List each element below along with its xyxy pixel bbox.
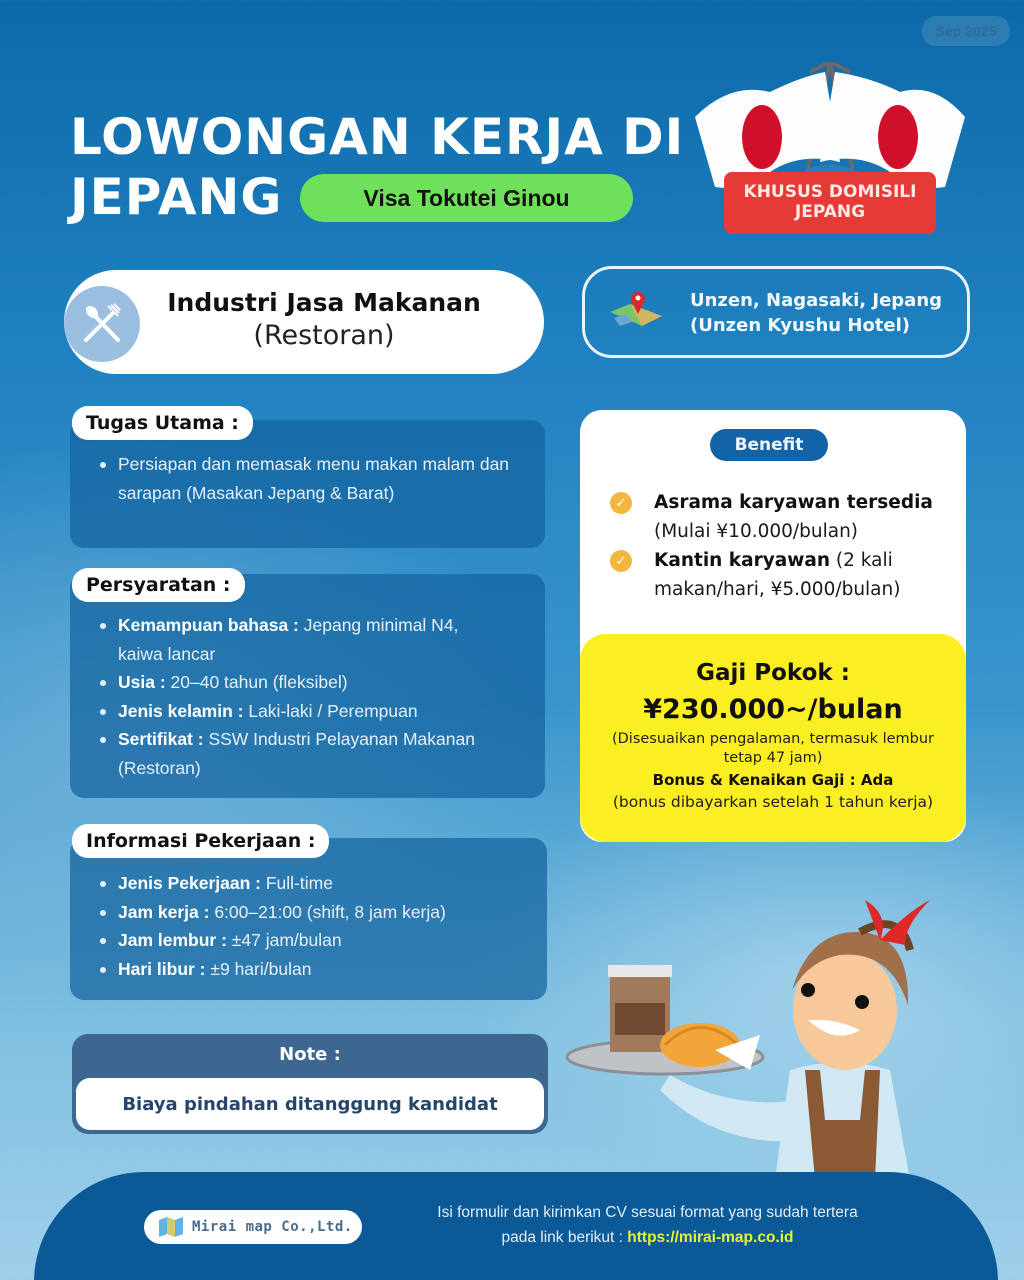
informasi-title: Informasi Pekerjaan :: [72, 824, 329, 858]
salary-amount: ¥230.000~/bulan: [643, 694, 903, 725]
persyaratan-title: Persyaratan :: [72, 568, 245, 602]
check-icon: ✓: [610, 550, 632, 572]
list-item: Persiapan dan memasak menu makan malam dan sarapan (Masakan Jepang & Barat): [96, 450, 526, 507]
salary-note: (Disesuaikan pengalaman, termasuk lembur tetap 47 jam): [611, 731, 935, 766]
domisili-line-2: JEPANG: [794, 202, 866, 222]
date-badge: Sep 2025: [922, 16, 1010, 46]
item-label: Sertifikat :: [118, 729, 204, 749]
list-item: [96, 926, 546, 955]
item-value: ±47 jam/bulan: [226, 930, 342, 950]
location-text: [690, 288, 942, 338]
fork-spoon-icon: [64, 286, 140, 362]
persyaratan-list: [96, 611, 536, 782]
item-label: Jam lembur :: [118, 930, 227, 950]
list-item: [96, 697, 536, 726]
benefit-item: [610, 488, 940, 546]
item-value: 20–40 tahun (fleksibel): [165, 672, 348, 692]
company-name: Mirai map Co.,Ltd.: [192, 1219, 353, 1235]
list-item: [96, 898, 546, 927]
company-logo[interactable]: [144, 1210, 362, 1244]
note-title: Note :: [279, 1044, 341, 1065]
salary-card: [580, 634, 966, 842]
list-item-continuation: (Restoran): [118, 757, 201, 778]
list-item: [96, 955, 546, 984]
item-label: Usia :: [118, 672, 166, 692]
benefit-label: Asrama karyawan tersedia: [654, 492, 933, 513]
visa-badge: Visa Tokutei Ginou: [300, 174, 633, 222]
industry-title: Industri Jasa Makanan: [167, 288, 481, 317]
list-item: [96, 725, 536, 754]
item-label: Jenis kelamin :: [118, 700, 244, 721]
list-item: [96, 869, 546, 898]
waitress-illustration-icon: [560, 870, 980, 1180]
item-value: ±9 hari/bulan: [205, 958, 312, 979]
note-text: Biaya pindahan ditanggung kandidat: [76, 1078, 544, 1130]
tugas-title: Tugas Utama :: [72, 406, 253, 440]
benefit-detail: (Mulai ¥10.000/bulan): [654, 521, 859, 542]
item-value: Laki-laki / Perempuan: [243, 700, 418, 721]
informasi-list: [96, 869, 546, 983]
footer-instruction: Isi formulir dan kirimkan CV sesuai format yang sudah tertera: [437, 1204, 858, 1221]
salary-label: Gaji Pokok :: [696, 660, 850, 686]
check-icon: ✓: [610, 492, 632, 514]
domisili-badge: [724, 172, 936, 234]
item-label: Jam kerja :: [118, 901, 210, 922]
industry-subtitle: (Restoran): [253, 320, 395, 351]
tugas-list: [96, 450, 526, 507]
page-title-line-1: LOWONGAN KERJA DI: [70, 108, 685, 166]
mirai-map-logo-icon: [158, 1216, 184, 1238]
item-label: Jenis Pekerjaan :: [118, 873, 261, 893]
website-link[interactable]: https://mirai-map.co.id: [627, 1229, 794, 1246]
salary-bonus: Bonus & Kenaikan Gaji : Ada: [652, 771, 894, 789]
item-value: SSW Industri Pelayanan Makanan: [203, 729, 475, 749]
item-value: Jepang minimal N4,: [298, 615, 459, 635]
item-value: 6:00–21:00 (shift, 8 jam kerja): [209, 901, 446, 922]
salary-bonus-note: (bonus dibayarkan setelah 1 tahun kerja): [612, 793, 934, 811]
benefit-detail: (2 kali makan/hari, ¥5.000/bulan): [654, 550, 901, 600]
location-line-1: Unzen, Nagasaki, Jepang: [690, 290, 943, 311]
domisili-line-1: KHUSUS DOMISILI: [743, 182, 917, 202]
page-title-line-2: JEPANG: [70, 168, 283, 226]
benefit-item: [610, 546, 940, 604]
location-line-2: (Unzen Kyushu Hotel): [690, 315, 911, 336]
map-pin-icon: [608, 290, 664, 330]
footer-link-line: [380, 1229, 915, 1247]
item-label: Hari libur :: [118, 958, 206, 979]
benefit-title: Benefit: [710, 429, 828, 461]
footer-link-prefix: pada link berikut :: [501, 1229, 628, 1246]
item-value: Full-time: [261, 873, 333, 893]
list-item-continuation: kaiwa lancar: [118, 643, 216, 664]
benefit-label: Kantin karyawan: [654, 550, 830, 571]
item-label: Kemampuan bahasa :: [118, 615, 299, 635]
list-item: [96, 668, 536, 697]
list-item: [96, 611, 536, 640]
